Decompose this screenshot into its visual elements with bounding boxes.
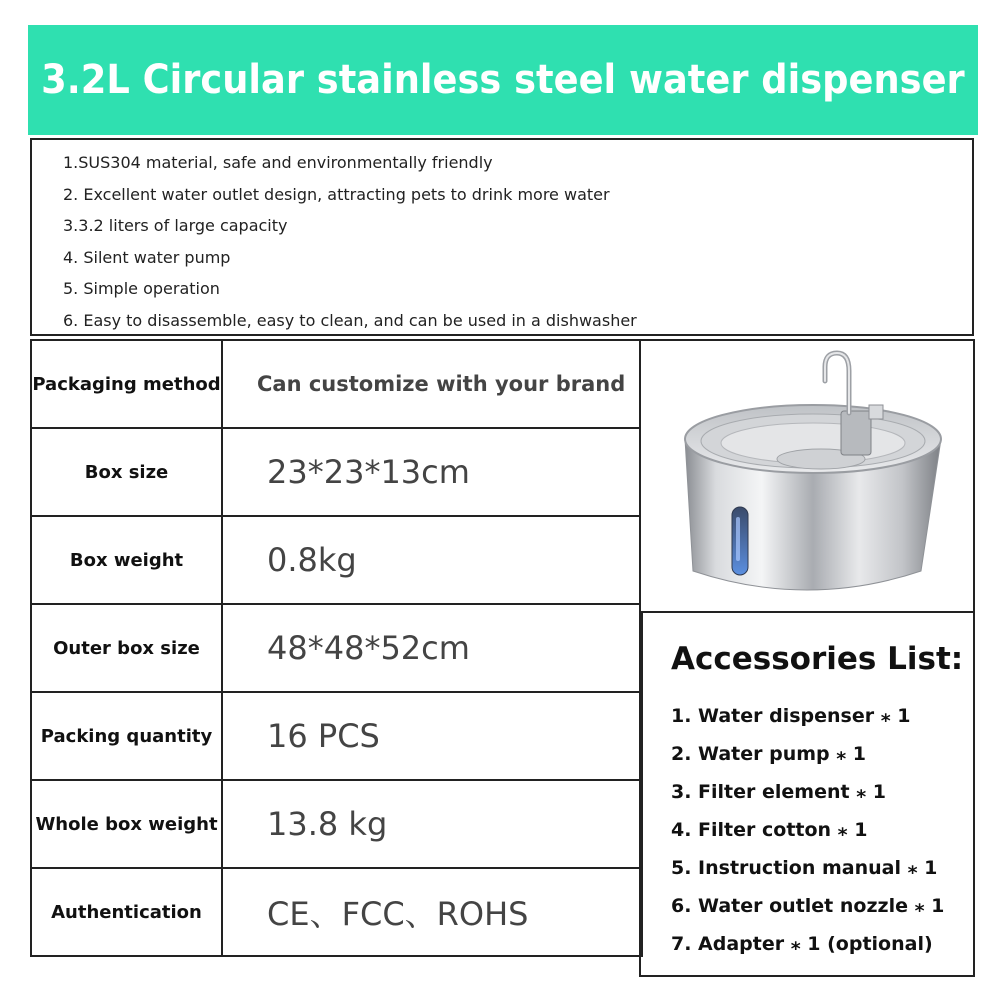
features-box [30,138,974,336]
spec-label: Packing quantity [31,692,222,780]
list-item: 2. Water pump ⁎ 1 [671,743,867,765]
spec-value: 0.8kg [222,516,642,604]
spec-label: Whole box weight [31,780,222,868]
spec-value: CE、FCC、ROHS [222,868,642,956]
list-item: 7. Adapter ⁎ 1 (optional) [671,933,933,955]
table-row [31,868,642,956]
spec-table [30,339,643,957]
feature-item: 2. Excellent water outlet design, attracting pets to drink more water [63,185,610,204]
list-item: 1. Water dispenser ⁎ 1 [671,705,911,727]
spec-label: Authentication [31,868,222,956]
table-row [31,340,642,428]
title-banner [28,25,978,135]
list-item: 3. Filter element ⁎ 1 [671,781,886,803]
list-item: 6. Water outlet nozzle ⁎ 1 [671,895,945,917]
list-item: 5. Instruction manual ⁎ 1 [671,857,938,879]
feature-item: 4. Silent water pump [63,248,231,267]
table-row [31,780,642,868]
spec-label: Box weight [31,516,222,604]
feature-item: 6. Easy to disassemble, easy to clean, and can be used in a dishwasher [63,311,637,330]
feature-item: 5. Simple operation [63,279,220,298]
table-row [31,516,642,604]
water-dispenser-image [641,341,973,611]
spec-label: Outer box size [31,604,222,692]
accessories-box [639,611,975,977]
page-title: 3.2L Circular stainless steel water dispenser [41,57,965,103]
accessories-title: Accessories List: [671,641,964,677]
feature-item: 3.3.2 liters of large capacity [63,216,288,235]
spec-value: 23*23*13cm [222,428,642,516]
list-item: 4. Filter cotton ⁎ 1 [671,819,868,841]
table-row [31,692,642,780]
spec-value: 16 PCS [222,692,642,780]
feature-item: 1.SUS304 material, safe and environmentally friendly [63,153,493,172]
spec-value: 48*48*52cm [222,604,642,692]
table-row [31,604,642,692]
spec-label: Box size [31,428,222,516]
spec-value: Can customize with your brand [222,340,642,428]
product-image-box [639,339,975,613]
spec-value: 13.8 kg [222,780,642,868]
table-row [31,428,642,516]
spec-label: Packaging method [31,340,222,428]
